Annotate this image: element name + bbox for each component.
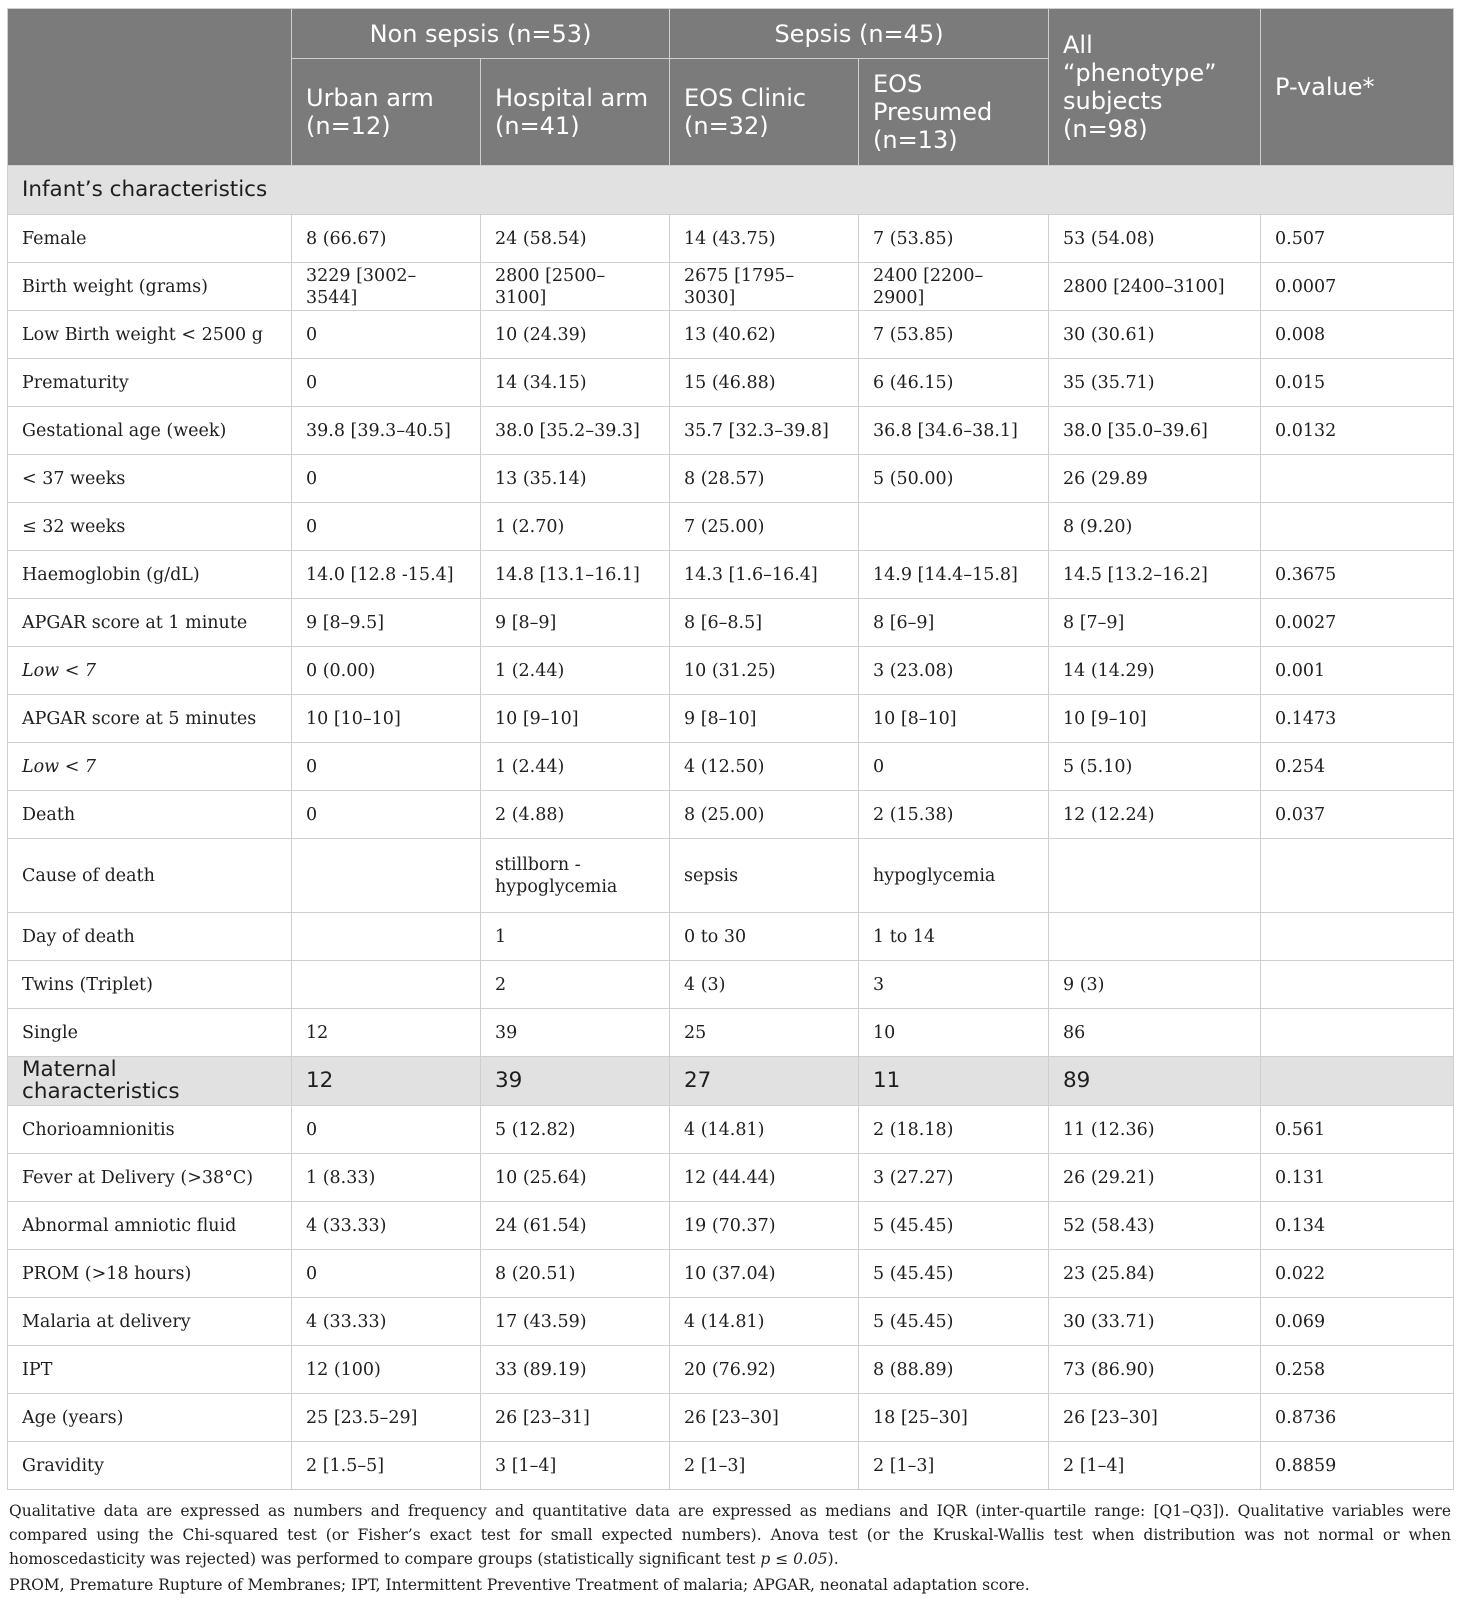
cell-eos-presumed: 5 (50.00) xyxy=(859,455,1049,503)
cell-eos-clinic: 35.7 [32.3–39.8] xyxy=(670,407,859,455)
table-row xyxy=(8,961,1454,1009)
table-row xyxy=(8,791,1454,839)
cell-pvalue: 0.008 xyxy=(1261,311,1454,359)
cell-eos-clinic: 8 [6–8.5] xyxy=(670,599,859,647)
header-group-sepsis: Sepsis (n=45) xyxy=(670,9,1049,59)
cell-eos-presumed: 6 (46.15) xyxy=(859,359,1049,407)
cell-all: 52 (58.43) xyxy=(1049,1202,1261,1250)
section-cell-label: Maternal characteristics xyxy=(8,1057,292,1106)
cell-eos-clinic: 14 (43.75) xyxy=(670,215,859,263)
footnote-significance: p ≤ 0.05 xyxy=(760,1550,828,1568)
table-row xyxy=(8,1298,1454,1346)
table-row xyxy=(8,1250,1454,1298)
cell-eos-presumed: 5 (45.45) xyxy=(859,1202,1049,1250)
cell-all: 35 (35.71) xyxy=(1049,359,1261,407)
section-cell-urban: 12 xyxy=(292,1057,481,1106)
cell-pvalue: 0.254 xyxy=(1261,743,1454,791)
cell-pvalue: 0.507 xyxy=(1261,215,1454,263)
table-row xyxy=(8,1154,1454,1202)
cell-label: ≤ 32 weeks xyxy=(8,503,292,551)
cell-urban: 12 (100) xyxy=(292,1346,481,1394)
cell-eos-presumed: 2 (18.18) xyxy=(859,1106,1049,1154)
cell-eos-clinic: 14.3 [1.6–16.4] xyxy=(670,551,859,599)
cell-hospital: 38.0 [35.2–39.3] xyxy=(481,407,670,455)
cell-pvalue: 0.037 xyxy=(1261,791,1454,839)
cell-eos-clinic: 2 [1–3] xyxy=(670,1442,859,1490)
cell-eos-presumed: 5 (45.45) xyxy=(859,1298,1049,1346)
section-cell-eos-clinic: 27 xyxy=(670,1057,859,1106)
cell-eos-clinic: 4 (14.81) xyxy=(670,1106,859,1154)
cell-urban: 10 [10–10] xyxy=(292,695,481,743)
table-row xyxy=(8,695,1454,743)
cell-eos-presumed: 5 (45.45) xyxy=(859,1250,1049,1298)
cell-urban xyxy=(292,913,481,961)
table-row xyxy=(8,1106,1454,1154)
cell-eos-clinic: 26 [23–30] xyxy=(670,1394,859,1442)
cell-eos-clinic: 19 (70.37) xyxy=(670,1202,859,1250)
cell-urban: 14.0 [12.8 -15.4] xyxy=(292,551,481,599)
cell-pvalue xyxy=(1261,913,1454,961)
cell-urban: 3229 [3002–3544] xyxy=(292,263,481,311)
cell-eos-presumed: 7 (53.85) xyxy=(859,215,1049,263)
cell-label: IPT xyxy=(8,1346,292,1394)
cell-urban: 4 (33.33) xyxy=(292,1298,481,1346)
cell-label: Low < 7 xyxy=(8,647,292,695)
section-infant-characteristics xyxy=(8,166,1454,215)
cell-eos-clinic: 2675 [1795–3030] xyxy=(670,263,859,311)
table-row xyxy=(8,503,1454,551)
cell-eos-clinic: 15 (46.88) xyxy=(670,359,859,407)
cell-label: APGAR score at 5 minutes xyxy=(8,695,292,743)
cell-eos-clinic: 7 (25.00) xyxy=(670,503,859,551)
cell-urban: 0 xyxy=(292,743,481,791)
cell-label: Day of death xyxy=(8,913,292,961)
cell-pvalue: 0.0027 xyxy=(1261,599,1454,647)
cell-eos-clinic: 12 (44.44) xyxy=(670,1154,859,1202)
cell-pvalue: 0.561 xyxy=(1261,1106,1454,1154)
cell-eos-presumed: 8 [6–9] xyxy=(859,599,1049,647)
table-row xyxy=(8,455,1454,503)
cell-eos-presumed: 3 xyxy=(859,961,1049,1009)
cell-urban: 2 [1.5–5] xyxy=(292,1442,481,1490)
cell-pvalue: 0.015 xyxy=(1261,359,1454,407)
table-row xyxy=(8,359,1454,407)
cell-all xyxy=(1049,913,1261,961)
cell-hospital: 1 xyxy=(481,913,670,961)
cell-pvalue: 0.8736 xyxy=(1261,1394,1454,1442)
table-row xyxy=(8,599,1454,647)
cell-hospital: 1 (2.44) xyxy=(481,647,670,695)
cell-label: Chorioamnionitis xyxy=(8,1106,292,1154)
cell-pvalue xyxy=(1261,839,1454,913)
table-row xyxy=(8,839,1454,913)
table-footnote xyxy=(9,1499,1451,1571)
table-row xyxy=(8,913,1454,961)
cell-urban: 0 xyxy=(292,455,481,503)
table-row xyxy=(8,311,1454,359)
cell-label: Abnormal amniotic fluid xyxy=(8,1202,292,1250)
table-row xyxy=(8,1009,1454,1057)
cell-all: 8 (9.20) xyxy=(1049,503,1261,551)
header-pvalue: P-value* xyxy=(1261,9,1454,166)
cell-hospital: 26 [23–31] xyxy=(481,1394,670,1442)
cell-hospital: 3 [1–4] xyxy=(481,1442,670,1490)
cell-urban: 0 xyxy=(292,1250,481,1298)
cell-eos-presumed: 0 xyxy=(859,743,1049,791)
cell-eos-clinic: 13 (40.62) xyxy=(670,311,859,359)
cell-hospital: 8 (20.51) xyxy=(481,1250,670,1298)
table-row xyxy=(8,743,1454,791)
cell-pvalue: 0.001 xyxy=(1261,647,1454,695)
cell-urban xyxy=(292,961,481,1009)
table-row xyxy=(8,551,1454,599)
cell-eos-presumed: 3 (23.08) xyxy=(859,647,1049,695)
table-row xyxy=(8,1442,1454,1490)
cell-label: Haemoglobin (g/dL) xyxy=(8,551,292,599)
cell-eos-presumed xyxy=(859,503,1049,551)
section-title: Infant’s characteristics xyxy=(8,166,1454,215)
cell-hospital: 13 (35.14) xyxy=(481,455,670,503)
cell-label: Age (years) xyxy=(8,1394,292,1442)
cell-urban: 9 [8–9.5] xyxy=(292,599,481,647)
cell-label: Prematurity xyxy=(8,359,292,407)
table-body xyxy=(8,166,1454,1490)
cell-pvalue: 0.1473 xyxy=(1261,695,1454,743)
cell-hospital: 17 (43.59) xyxy=(481,1298,670,1346)
cell-pvalue xyxy=(1261,455,1454,503)
cell-label: Birth weight (grams) xyxy=(8,263,292,311)
cell-all: 9 (3) xyxy=(1049,961,1261,1009)
cell-urban: 0 xyxy=(292,791,481,839)
abbreviations-note: PROM, Premature Rupture of Membranes; IPT, Intermittent Preventive Treatment of malaria; APGAR, neonatal adaptation score. xyxy=(9,1576,1030,1594)
cell-label: Twins (Triplet) xyxy=(8,961,292,1009)
cell-eos-presumed: hypoglycemia xyxy=(859,839,1049,913)
section-cell-all: 89 xyxy=(1049,1057,1261,1106)
table-row xyxy=(8,1394,1454,1442)
cell-hospital: 39 xyxy=(481,1009,670,1057)
cell-all: 23 (25.84) xyxy=(1049,1250,1261,1298)
cell-eos-presumed: 18 [25–30] xyxy=(859,1394,1049,1442)
cell-hospital: 9 [8–9] xyxy=(481,599,670,647)
table-row xyxy=(8,263,1454,311)
cell-all: 10 [9–10] xyxy=(1049,695,1261,743)
cell-urban: 0 xyxy=(292,1106,481,1154)
cell-all: 26 (29.21) xyxy=(1049,1154,1261,1202)
cell-eos-clinic: 4 (3) xyxy=(670,961,859,1009)
cell-pvalue: 0.022 xyxy=(1261,1250,1454,1298)
footnote-text: Qualitative data are expressed as numbers and frequency and quantitative data are expressed as medians and IQR (inter-quartile range: [Q1–Q3]). Qualitative variables were compared using the Chi-squared test (or Fisher’s exact test for small expected numbers). Anova test (or the Kruskal-Wallis test when distribution was not normal or when homoscedasticity was rejected) was performed to compare groups (statistically significant test xyxy=(9,1502,1451,1568)
cell-urban xyxy=(292,839,481,913)
header-urban-arm: Urban arm (n=12) xyxy=(292,59,481,166)
cell-all: 38.0 [35.0–39.6] xyxy=(1049,407,1261,455)
cell-hospital: 10 (25.64) xyxy=(481,1154,670,1202)
section-cell-eos-presumed: 11 xyxy=(859,1057,1049,1106)
cell-all xyxy=(1049,839,1261,913)
cell-pvalue xyxy=(1261,961,1454,1009)
cell-all: 53 (54.08) xyxy=(1049,215,1261,263)
section-cell-hospital: 39 xyxy=(481,1057,670,1106)
cell-eos-presumed: 2 [1–3] xyxy=(859,1442,1049,1490)
table-row xyxy=(8,215,1454,263)
footnote-end: ). xyxy=(827,1550,839,1568)
cell-eos-presumed: 2400 [2200–2900] xyxy=(859,263,1049,311)
cell-eos-clinic: 4 (12.50) xyxy=(670,743,859,791)
cell-all: 30 (30.61) xyxy=(1049,311,1261,359)
cell-label: < 37 weeks xyxy=(8,455,292,503)
cell-eos-presumed: 3 (27.27) xyxy=(859,1154,1049,1202)
cell-label: Low < 7 xyxy=(8,743,292,791)
cell-eos-presumed: 1 to 14 xyxy=(859,913,1049,961)
cell-pvalue: 0.131 xyxy=(1261,1154,1454,1202)
cell-pvalue: 0.3675 xyxy=(1261,551,1454,599)
cell-eos-clinic: 25 xyxy=(670,1009,859,1057)
cell-eos-clinic: 8 (25.00) xyxy=(670,791,859,839)
header-hospital-arm: Hospital arm (n=41) xyxy=(481,59,670,166)
table-row xyxy=(8,647,1454,695)
cell-urban: 12 xyxy=(292,1009,481,1057)
cell-all: 12 (12.24) xyxy=(1049,791,1261,839)
cell-eos-clinic: 4 (14.81) xyxy=(670,1298,859,1346)
cell-all: 11 (12.36) xyxy=(1049,1106,1261,1154)
cell-label: Gravidity xyxy=(8,1442,292,1490)
cell-urban: 4 (33.33) xyxy=(292,1202,481,1250)
cell-pvalue xyxy=(1261,503,1454,551)
cell-label: Single xyxy=(8,1009,292,1057)
cell-all: 26 [23–30] xyxy=(1049,1394,1261,1442)
cell-pvalue xyxy=(1261,1009,1454,1057)
cell-label: Gestational age (week) xyxy=(8,407,292,455)
cell-hospital: 2 xyxy=(481,961,670,1009)
cell-label: Cause of death xyxy=(8,839,292,913)
cell-label: APGAR score at 1 minute xyxy=(8,599,292,647)
cell-label: Malaria at delivery xyxy=(8,1298,292,1346)
characteristics-table xyxy=(7,8,1454,1490)
cell-all: 30 (33.71) xyxy=(1049,1298,1261,1346)
cell-eos-presumed: 10 [8–10] xyxy=(859,695,1049,743)
cell-all: 8 [7–9] xyxy=(1049,599,1261,647)
cell-label: PROM (>18 hours) xyxy=(8,1250,292,1298)
cell-hospital: stillborn -hypoglycemia xyxy=(481,839,670,913)
cell-urban: 0 xyxy=(292,311,481,359)
cell-label: Death xyxy=(8,791,292,839)
cell-hospital: 14.8 [13.1–16.1] xyxy=(481,551,670,599)
cell-pvalue: 0.258 xyxy=(1261,1346,1454,1394)
cell-pvalue: 0.069 xyxy=(1261,1298,1454,1346)
cell-label: Low Birth weight < 2500 g xyxy=(8,311,292,359)
cell-eos-presumed: 36.8 [34.6–38.1] xyxy=(859,407,1049,455)
cell-hospital: 24 (58.54) xyxy=(481,215,670,263)
cell-eos-presumed: 7 (53.85) xyxy=(859,311,1049,359)
header-eos-presumed: EOS Presumed (n=13) xyxy=(859,59,1049,166)
cell-urban: 8 (66.67) xyxy=(292,215,481,263)
cell-eos-clinic: 8 (28.57) xyxy=(670,455,859,503)
section-maternal-characteristics xyxy=(8,1057,1454,1106)
cell-eos-clinic: sepsis xyxy=(670,839,859,913)
cell-pvalue: 0.134 xyxy=(1261,1202,1454,1250)
cell-label: Fever at Delivery (>38°C) xyxy=(8,1154,292,1202)
cell-hospital: 14 (34.15) xyxy=(481,359,670,407)
cell-pvalue: 0.0132 xyxy=(1261,407,1454,455)
cell-all: 86 xyxy=(1049,1009,1261,1057)
section-cell-pvalue xyxy=(1261,1057,1454,1106)
cell-all: 14.5 [13.2–16.2] xyxy=(1049,551,1261,599)
cell-hospital: 24 (61.54) xyxy=(481,1202,670,1250)
cell-hospital: 1 (2.70) xyxy=(481,503,670,551)
cell-eos-clinic: 9 [8–10] xyxy=(670,695,859,743)
cell-urban: 0 (0.00) xyxy=(292,647,481,695)
cell-pvalue: 0.8859 xyxy=(1261,1442,1454,1490)
cell-urban: 39.8 [39.3–40.5] xyxy=(292,407,481,455)
cell-hospital: 10 (24.39) xyxy=(481,311,670,359)
cell-eos-clinic: 0 to 30 xyxy=(670,913,859,961)
cell-label: Female xyxy=(8,215,292,263)
cell-hospital: 5 (12.82) xyxy=(481,1106,670,1154)
cell-hospital: 2 (4.88) xyxy=(481,791,670,839)
table-row xyxy=(8,1346,1454,1394)
cell-urban: 1 (8.33) xyxy=(292,1154,481,1202)
cell-eos-presumed: 10 xyxy=(859,1009,1049,1057)
cell-all: 26 (29.89 xyxy=(1049,455,1261,503)
cell-urban: 0 xyxy=(292,503,481,551)
cell-eos-presumed: 14.9 [14.4–15.8] xyxy=(859,551,1049,599)
cell-eos-clinic: 10 (37.04) xyxy=(670,1250,859,1298)
cell-all: 5 (5.10) xyxy=(1049,743,1261,791)
cell-eos-presumed: 2 (15.38) xyxy=(859,791,1049,839)
header-eos-clinic: EOS Clinic (n=32) xyxy=(670,59,859,166)
cell-pvalue: 0.0007 xyxy=(1261,263,1454,311)
cell-urban: 0 xyxy=(292,359,481,407)
cell-all: 73 (86.90) xyxy=(1049,1346,1261,1394)
cell-all: 14 (14.29) xyxy=(1049,647,1261,695)
cell-hospital: 1 (2.44) xyxy=(481,743,670,791)
cell-eos-clinic: 10 (31.25) xyxy=(670,647,859,695)
header-group-nonsepsis: Non sepsis (n=53) xyxy=(292,9,670,59)
cell-hospital: 33 (89.19) xyxy=(481,1346,670,1394)
table-row xyxy=(8,407,1454,455)
cell-all: 2800 [2400–3100] xyxy=(1049,263,1261,311)
cell-eos-presumed: 8 (88.89) xyxy=(859,1346,1049,1394)
cell-urban: 25 [23.5–29] xyxy=(292,1394,481,1442)
table-page xyxy=(7,8,1453,1597)
cell-hospital: 10 [9–10] xyxy=(481,695,670,743)
header-all-subjects: All “phenotype” subjects (n=98) xyxy=(1049,9,1261,166)
header-blank-cell xyxy=(8,9,292,166)
table-header xyxy=(8,9,1454,166)
cell-all: 2 [1–4] xyxy=(1049,1442,1261,1490)
cell-hospital: 2800 [2500–3100] xyxy=(481,263,670,311)
table-row xyxy=(8,1202,1454,1250)
cell-eos-clinic: 20 (76.92) xyxy=(670,1346,859,1394)
